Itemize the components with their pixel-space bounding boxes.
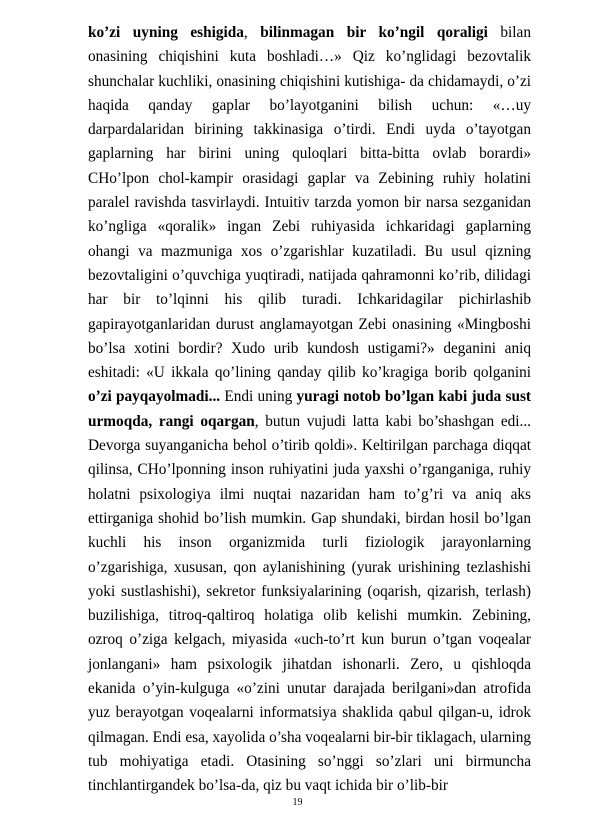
text-segment: ,: [243, 24, 261, 41]
text-segment: bilan onasining chiqishini kuta boshladi…» Qiz ko’nglidagi bezovtalik shunchalar kuchliki, onasining chiqishini kutishiga- da chidamaydi, o’zi haqida qanday gaplar bo’layotganini bilish uchun: «…uy darpardalaridan birining takkinasiga o’tirdi. Endi uyda o’tayotgan gaplarning har birini uning quloqlari bitta-bitta ovlab borardi» CHo’lpon chol-kampir orasidagi gaplar va Zebining ruhiy holatini paralel ravishda tasvirlaydi. Intuitiv tarzda yomon bir narsa sezganidan ko’ngliga «qoralik» ingan Zebi ruhiyasida ichkaridagi gaplarning ohangi va mazmuniga xos o’zgarishlar kuzatiladi. Bu usul qizning bezovtaligini o’quvchiga yuqtiradi, natijada qahramonni ko’rib, dilidagi har bir to’lqinni his qilib turadi. Ichkaridagilar pichirlashib gapirayotganlaridan durust anglamayotgan Zebi onasining «Mingboshi bo’lsa xotini bordir? Xudo urib kundosh ustigami?» deganini aniq eshitadi: «U ikkala qo’lining qanday qilib ko’kragiga borib qolganini: [88, 24, 531, 382]
page-number: 19: [292, 797, 303, 808]
bold-phrase: yuragi notob bo’lgan kabi juda sust urmoqda, rangi oqargan: [88, 388, 531, 430]
bold-phrase: ko’zi uyning eshigida: [88, 24, 244, 41]
text-segment: Endi uning: [220, 388, 297, 406]
bold-phrase: bilinmagan bir ko’ngil qoraligi: [260, 24, 488, 41]
document-page: [88, 21, 531, 799]
text-segment: , butun vujudi latta kabi bo’shashgan edi... Devorga suyanganicha behol o’tirib qoldi». Keltirilgan parchaga diqqat qilinsa, CHo’lponning inson ruhiyatini juda yaxshi o’rganganiga, ruhiy holatni psixologiya ilmi nuqtai nazaridan ham to’g’ri va aniq aks ettirganiga shohid bo’lish mumkin. Gap shundaki, birdan hosil bo’lgan kuchli his inson organizmida turli fiziologik jarayonlarning o’zgarishiga, xususan, qon aylanishining (yurak urishining tezlashishi yoki sustlashishi), sekretor funksiyalarining (oqarish, qizarish, terlash) buzilishiga, titroq-qaltiroq holatiga olib kelishi mumkin. Zebining, ozroq o’ziga kelgach, miyasida «uch-to’rt kun burun o’tgan voqealar jonlangani» ham psixologik jihatdan ishonarli. Zero, u qishloqda ekanida o’yin-kulguga «o’zini unutar darajada berilgani»dan atrofida yuz berayotgan voqealarni informatsiya shaklida qabul qilgan-u, idrok qilmagan. Endi esa, xayolida o’sha voqealarni bir-bir tiklagach, ularning tub mohiyatiga etadi. Otasining so’nggi so’zlari uni birmuncha tinchlantirgandek bo’lsa-da, qiz bu vaqt ichida bir o’lib-bir: [88, 412, 531, 795]
bold-phrase: o’zi payqayolmadi...: [88, 388, 221, 406]
body-paragraph: [88, 21, 531, 799]
